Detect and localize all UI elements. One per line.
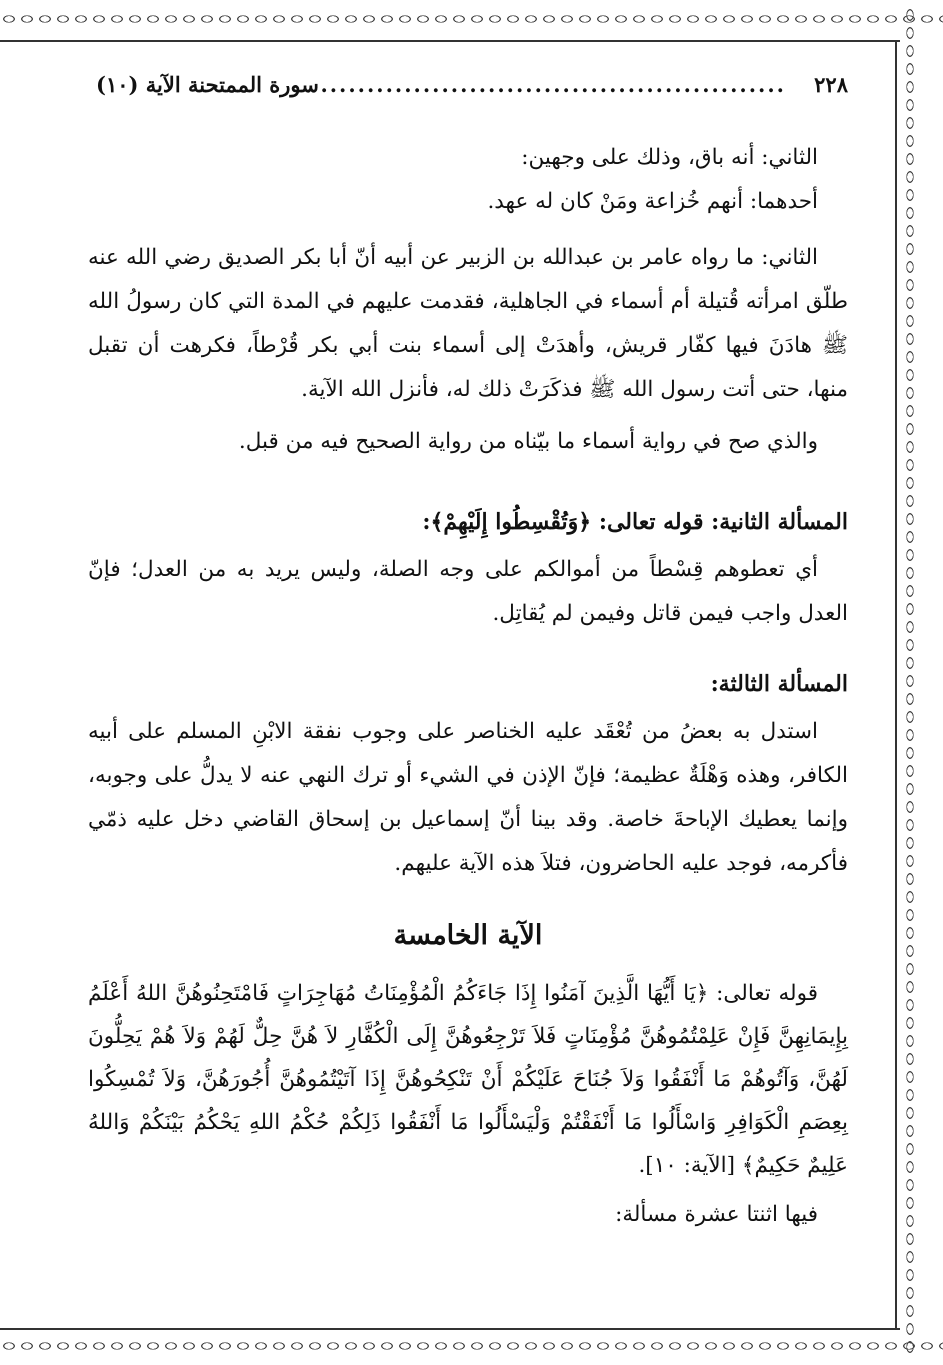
decorative-border-bottom	[0, 1333, 943, 1359]
border-inner-line-right	[895, 40, 897, 1330]
verse-text: قوله تعالى: ﴿يَا أَيُّهَا الَّذِينَ آمَنُوا إِذَا جَاءَكُمُ الْمُؤْمِنَاتُ مُهَاجِرَاتٍ فَامْتَحِنُوهُنَّ اللهُ أَعْلَمُ بِإِيمَانِهِنَّ فَإِنْ عَلِمْتُمُوهُنَّ مُؤْمِنَاتٍ فَلاَ تَرْجِعُوهُنَّ إِلَى الْكُفَّارِ لاَ هُنَّ حِلٌّ لَهُمْ وَلاَ هُمْ يَحِلُّونَ لَهُنَّ، وَآتُوهُمْ مَا أَنْفَقُوا وَلاَ جُنَاحَ عَلَيْكُمْ أَنْ تَنْكِحُوهُنَّ إِذَا آتَيْتُمُوهُنَّ أُجُورَهُنَّ، وَلاَ تُمْسِكُوا بِعِصَمِ الْكَوَافِرِ وَاسْأَلُوا مَا أَنْفَقْتُمْ وَلْيَسْأَلُوا مَا أَنْفَقُوا ذَلِكُمْ حُكْمُ اللهِ يَحْكُمُ بَيْنَكُمْ وَاللهُ عَلِيمٌ حَكِيمٌ﴾ [الآية: ١٠].	[88, 981, 848, 1178]
section-title: الآية الخامسة	[393, 920, 543, 951]
decorative-border-top	[0, 6, 943, 32]
text-line: أحدهما: أنهم خُزاعة ومَنْ كان له عهد.	[487, 189, 818, 214]
book-page	[88, 62, 848, 1322]
running-title: سورة الممتحنة الآية (١٠)	[96, 72, 319, 97]
issue-three-heading: المسألة الثالثة:	[710, 671, 848, 697]
issue-two-heading: المسألة الثانية: قوله تعالى: ﴿وَتُقْسِطُوا إِلَيْهِمْ﴾:	[422, 509, 848, 535]
header-leader-dots: ..................................................	[320, 72, 786, 97]
issue-three-text: استدل به بعضُ من تُعْقَد عليه الخناصر على وجوب نفقة الابْنِ المسلم على أبيه الكافر، وهذه وَهْلَةٌ عظيمة؛ فإنّ الإذن في الشيء أو ترك النهي عنه لا يدلُّ على وجوبه، وإنما يعطيك الإباحةَ خاصة. وقد بينا أنّ إسماعيل بن إسحاق القاضي دخل عليه ذمّي فأكرمه، فوجد عليه الحاضرون، فتلاَ هذه الآية عليهم.	[88, 719, 848, 876]
page-header	[88, 62, 848, 106]
border-inner-line-top	[0, 40, 900, 42]
paragraph-two-views	[88, 136, 848, 224]
text-line: الثاني: أنه باق، وذلك على وجهين:	[521, 145, 818, 170]
closing-line: فيها اثنتا عشرة مسألة:	[615, 1202, 818, 1227]
paragraph-sahih	[88, 420, 848, 464]
text-paragraph: والذي صح في رواية أسماء ما بيّناه من رواية الصحيح فيه من قبل.	[238, 429, 818, 454]
border-inner-line-bottom	[0, 1328, 900, 1330]
paragraph-narration	[88, 236, 848, 412]
verse-block	[88, 972, 848, 1187]
page-number: ٢٢٨	[814, 72, 848, 97]
text-paragraph: الثاني: ما رواه عامر بن عبدالله بن الزبير عن أبيه أنّ أبا بكر الصديق رضي الله عنه طلّق امرأته قُتيلة أم أسماء في الجاهلية، فقدمت عليهم في المدة التي كان رسولُ الله ﷺ هادَنَ فيها كفّار قريش، وأهدَتْ إلى أسماء بنت أبي بكر قُرْطاً، فكرهت أن تقبل منها، حتى أتت رسول الله ﷺ فذكَرَتْ ذلك له، فأنزل الله الآية.	[88, 245, 848, 402]
decorative-border-right	[897, 6, 923, 1359]
issue-two-text: أي تعطوهم قِسْطاً من أموالكم على وجه الصلة، وليس يريد به من العدل؛ فإنّ العدل واجب فيمن قاتل وفيمن لم يُقاتِل.	[88, 557, 848, 626]
